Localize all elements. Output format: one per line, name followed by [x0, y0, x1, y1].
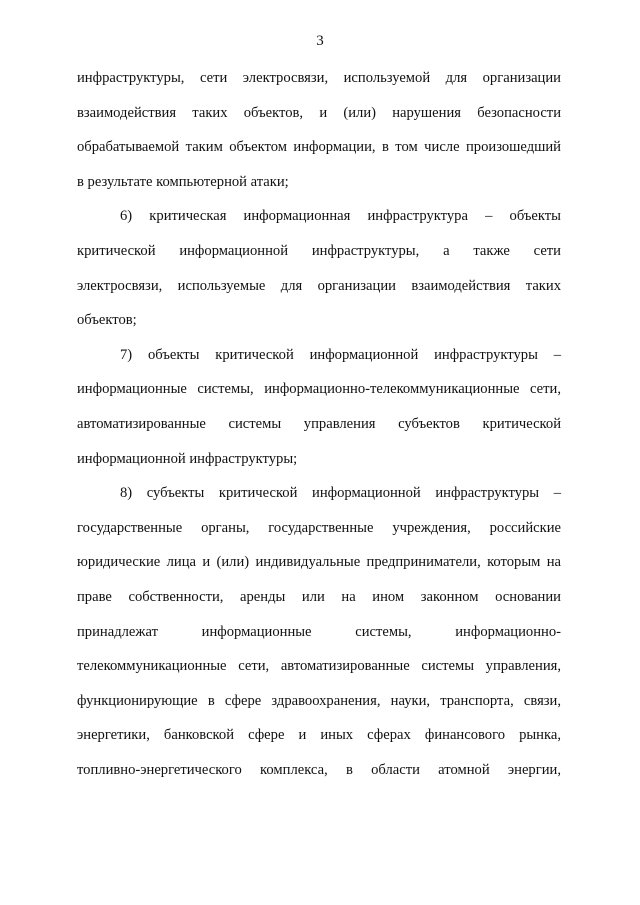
text-line: 6) критическая информационная инфраструктура – объекты	[120, 208, 561, 225]
text-line: объектов;	[77, 312, 137, 329]
text-line: юридические лица и (или) индивидуальные предприниматели, которым на	[77, 554, 561, 571]
text-line: 7) объекты критической информационной инфраструктуры –	[120, 346, 561, 363]
text-line: электросвязи, используемые для организации взаимодействия таких	[77, 277, 561, 294]
paragraph-p-item-8	[77, 481, 561, 792]
text-line: 8) субъекты критической информационной инфраструктуры –	[120, 485, 561, 502]
text-line: принадлежат информационные системы, информационно-	[77, 623, 561, 640]
page-number: 3	[316, 33, 324, 49]
paragraph-p-item-7	[77, 343, 561, 481]
text-line: информационной инфраструктуры;	[77, 450, 298, 467]
text-line: взаимодействия таких объектов, и (или) нарушения безопасности	[77, 104, 561, 121]
text-line: информационные системы, информационно-телекоммуникационные сети,	[77, 381, 561, 398]
text-line: критической информационной инфраструктуры, а также сети	[77, 242, 561, 259]
text-line: телекоммуникационные сети, автоматизированные системы управления,	[77, 658, 561, 675]
text-line: праве собственности, аренды или на ином законном основании	[77, 588, 561, 605]
text-line: топливно-энергетического комплекса, в области атомной энергии,	[77, 761, 561, 778]
text-line: государственные органы, государственные учреждения, российские	[77, 519, 561, 536]
text-line: в результате компьютерной атаки;	[77, 173, 289, 190]
text-line: инфраструктуры, сети электросвязи, используемой для организации	[77, 70, 561, 86]
text-line: функционирующие в сфере здравоохранения, науки, транспорта, связи,	[77, 692, 561, 709]
text-line: обрабатываемой таким объектом информации, в том числе произошедший	[77, 139, 561, 156]
text-line: энергетики, банковской сфере и иных сферах финансового рынка,	[77, 727, 561, 744]
document-body	[77, 66, 561, 792]
paragraph-p-item-6	[77, 204, 561, 342]
text-line: автоматизированные системы управления субъектов критической	[77, 415, 561, 432]
paragraph-p-continuation	[77, 66, 561, 204]
